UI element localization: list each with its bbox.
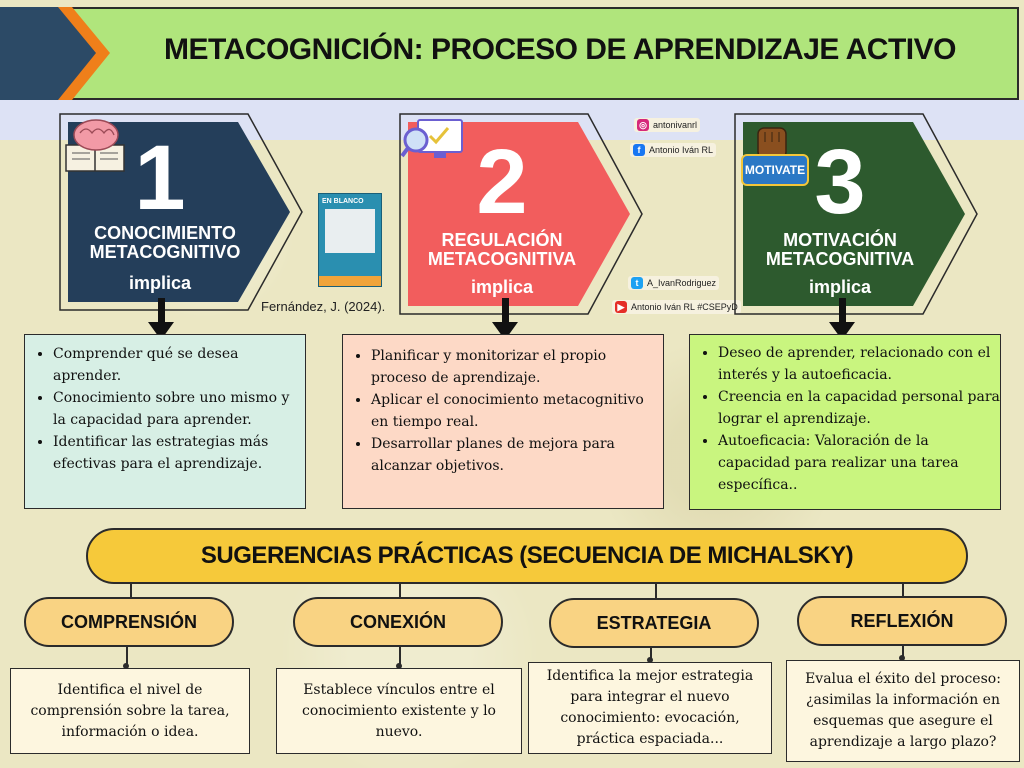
step-3-title-line1: MOTIVACIÓN [783,230,897,250]
suggestions-banner: SUGERENCIAS PRÁCTICAS (SECUENCIA DE MICHALSKY) [86,528,968,584]
step-2-title-line1: REGULACIÓN [441,230,563,250]
step-1-bullet: • Identificar las estrategias más efectivas para el aprendizaje. [53,431,305,475]
step-1-title-line2: METACOGNITIVO [89,242,241,262]
connector [655,584,657,598]
instagram-handle[interactable] [634,118,700,132]
phase-pill-reflexion: REFLEXIÓN [797,596,1007,646]
citation: Fernández, J. (2024). [261,299,386,314]
step-3-details [689,334,1001,510]
step-1-implica: implica [128,273,192,293]
step-1-details [24,334,306,509]
phase-description-reflexion: Evalua el éxito del proceso: ¿asimilas la información en esquemas que asegure el aprendizaje a largo plazo? [786,660,1020,762]
phase-description-estrategia: Identifica la mejor estrategia para integrar el nuevo conocimiento: evocación, práctica espaciada... [528,662,772,754]
youtube-label: Antonio Iván RL #CSEPyD [631,302,738,312]
step-2-title [402,231,602,269]
phase-pill-conexion: CONEXIÓN [293,597,503,647]
connector [130,584,132,598]
step-2-bullet: • Planificar y monitorizar el propio proceso de aprendizaje. [371,345,663,389]
step-3-title-line2: METACOGNITIVA [765,249,915,269]
facebook-label: Antonio Iván RL [649,145,714,155]
book-cover-stripe [319,276,381,286]
step-2-bullet: • Aplicar el conocimiento metacognitivo en tiempo real. [371,389,663,433]
step-2-number: 2 [476,131,528,233]
step-3-title [740,231,940,269]
step-1-number: 1 [134,127,186,229]
step-3-implica: implica [808,277,872,297]
phase-description-conexion: Establece vínculos entre el conocimiento existente y lo nuevo. [276,668,522,754]
step-1-title-line1: CONOCIMIENTO [94,223,236,243]
step-3-bullet: • Creencia en la capacidad personal para lograr el aprendizaje. [718,386,1000,430]
facebook-handle[interactable] [630,143,716,157]
twitter-icon: t [631,277,643,289]
step-1-title [70,224,260,262]
twitter-handle[interactable] [628,276,719,290]
motivate-badge: MOTIVATE [741,154,809,186]
book-cover-image [318,193,382,287]
header-chevron-icon [0,7,120,100]
step-2-implica: implica [470,277,534,297]
phase-pill-comprension: COMPRENSIÓN [24,597,234,647]
step-3-bullet: • Deseo de aprender, relacionado con el interés y la autoeficacia. [718,342,1000,386]
step-1-bullet: • Conocimiento sobre uno mismo y la capacidad para aprender. [53,387,305,431]
book-cover-art [325,209,375,253]
youtube-handle[interactable] [612,300,741,314]
step-2-bullet: • Desarrollar planes de mejora para alcanzar objetivos. [371,433,663,477]
step-3-number: 3 [814,131,866,233]
instagram-label: antonivanrl [653,120,698,130]
twitter-label: A_IvanRodriguez [647,278,717,288]
connector [399,584,401,598]
step-2-title-line2: METACOGNITIVA [427,249,577,269]
page-title: METACOGNICIÓN: PROCESO DE APRENDIZAJE ACTIVO [164,33,956,66]
step-3-bullet: • Autoeficacia: Valoración de la capacidad para realizar una tarea específica.. [718,430,1000,496]
phase-pill-estrategia: ESTRATEGIA [549,598,759,648]
youtube-icon: ▶ [615,301,627,313]
monitor-check-icon [400,116,466,168]
step-1-bullet: • Comprender qué se desea aprender. [53,343,305,387]
instagram-icon: ◎ [637,119,649,131]
facebook-icon: f [633,144,645,156]
phase-description-comprension: Identifica el nivel de comprensión sobre la tarea, información o idea. [10,668,250,754]
book-cover-title: EN BLANCO [322,198,364,205]
step-2-details [342,334,664,509]
brain-book-icon [62,115,130,177]
